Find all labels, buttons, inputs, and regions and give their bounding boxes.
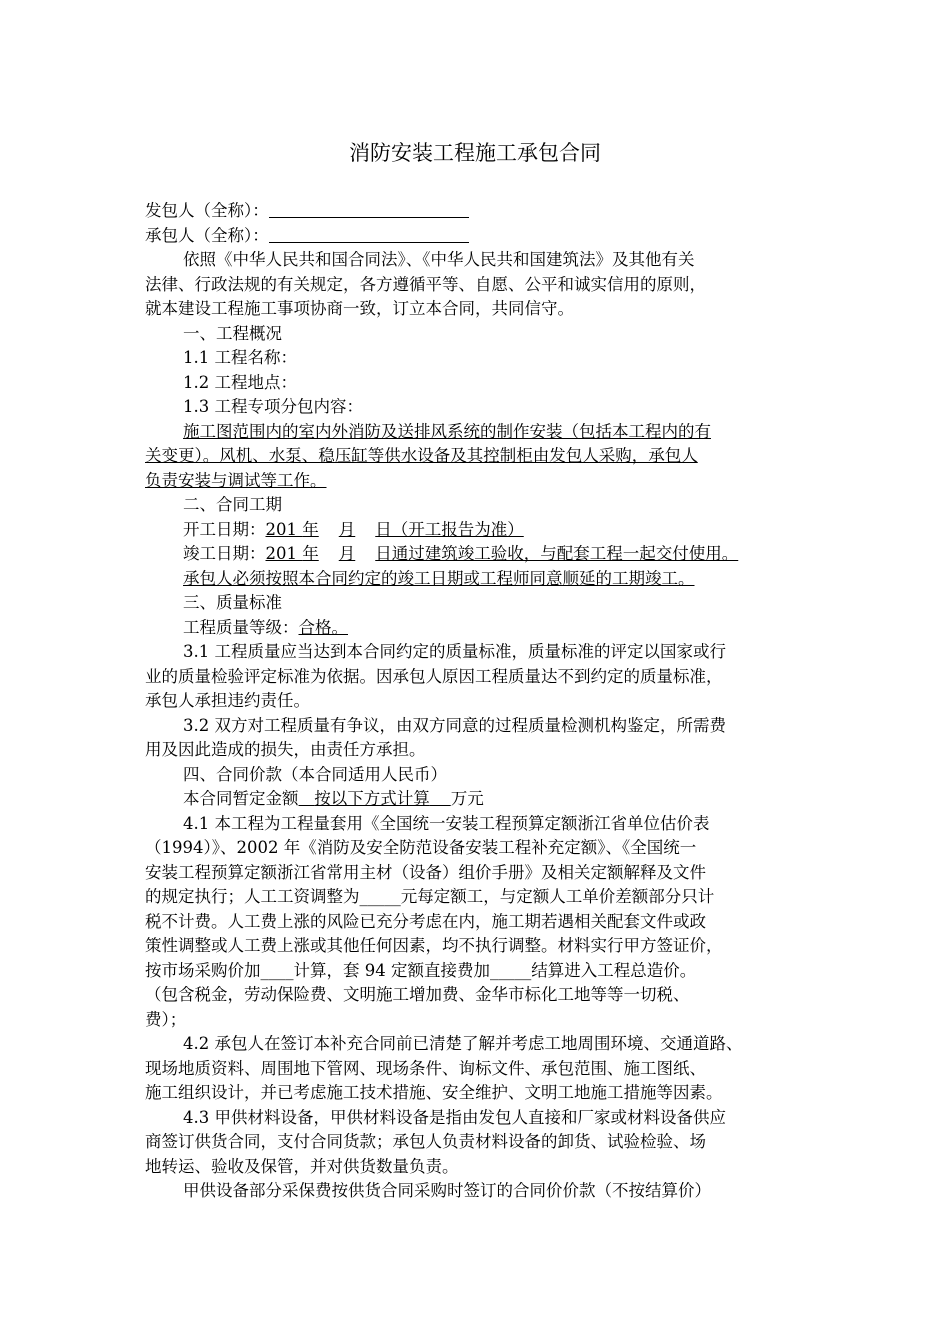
section-heading: 一、工程概况 xyxy=(183,323,282,343)
scope-line: 施工图范围内的室内外消防及送排风系统的制作安装（包括本工程内的有 xyxy=(183,421,711,441)
contractor-line xyxy=(145,224,815,249)
start-date-value: 201 年 月 日（开工报告为准） xyxy=(265,519,524,539)
paragraph-line: 4.3 甲供材料设备，甲供材料设备是指由发包人直接和厂家或材料设备供应 xyxy=(183,1107,726,1127)
paragraph-line: 税不计费。人工费上涨的风险已充分考虑在内，施工期若遇相关配套文件或政 xyxy=(145,911,706,931)
field-line: 1.2 工程地点： xyxy=(183,372,297,392)
paragraph-line: 甲供设备部分采保费按供货合同采购时签订的合同价价款（不按结算价） xyxy=(183,1181,711,1200)
paragraph-line: 施工组织设计，并已考虑施工技术措施、安全维护、文明工地施工措施等因素。 xyxy=(145,1083,723,1102)
paragraph-line: 费）； xyxy=(145,1009,187,1029)
contract-price-line: 本合同暂定金额 按以下方式计算 万元 xyxy=(183,789,484,808)
quality-level-line: 工程质量等级：合格。 xyxy=(183,617,348,637)
scope-line: 负责安装与调试等工作。 xyxy=(145,470,327,490)
employer-blank xyxy=(269,200,469,218)
paragraph-line: 现场地质资料、周围地下管网、现场条件、询标文件、承包范围、施工图纸、 xyxy=(145,1058,706,1078)
quality-level-value: 合格。 xyxy=(298,617,348,637)
start-date-line: 开工日期：201 年 月 日（开工报告为准） xyxy=(183,519,524,539)
paragraph-line: 承包人承担违约责任。 xyxy=(145,691,310,710)
paragraph-line: 3.1 工程质量应当达到本合同约定的质量标准，质量标准的评定以国家或行 xyxy=(183,642,726,661)
section-heading: 二、合同工期 xyxy=(183,495,282,514)
paragraph-line: 策性调整或人工费上涨或其他任何因素，均不执行调整。材料实行甲方签证价， xyxy=(145,936,723,955)
paragraph-line: 业的质量检验评定标准为依据。因承包人原因工程质量达不到约定的质量标准， xyxy=(145,666,723,686)
paragraph-line: 按市场采购价加____计算，套 94 定额直接费加_____结算进入工程总造价。 xyxy=(145,960,697,980)
field-line: 1.3 工程专项分包内容： xyxy=(183,397,363,416)
paragraph-line: 依照《中华人民共和国合同法》、《中华人民共和国建筑法》及其他有关 xyxy=(183,250,695,269)
end-date-line: 竣工日期：201 年 月 日通过建筑竣工验收，与配套工程一起交付使用。 xyxy=(183,544,739,563)
contractor-label: 承包人（全称）： xyxy=(145,225,269,245)
end-date-line-2: 承包人必须按照本合同约定的竣工日期或工程师同意顺延的工期竣工。 xyxy=(183,568,695,588)
contract-price-value: 按以下方式计算 xyxy=(314,789,430,808)
employer-label: 发包人（全称）： xyxy=(145,201,269,220)
section-heading: 四、合同价款（本合同适用人民币） xyxy=(183,764,447,784)
paragraph-line: 3.2 双方对工程质量有争议，由双方同意的过程质量检测机构鉴定，所需费 xyxy=(183,715,726,735)
paragraph-line: 安装工程预算定额浙江省常用主材（设备）组价手册》及相关定额解释及文件 xyxy=(145,862,706,882)
section-heading: 三、质量标准 xyxy=(183,593,282,612)
contract-body xyxy=(145,199,815,1204)
paragraph-line: （包含税金，劳动保险费、文明施工增加费、金华市标化工地等等一切税、 xyxy=(145,985,690,1004)
paragraph-line: （1994）》、2002 年《消防及安全防范设备安装工程补充定额》、《全国统一 xyxy=(145,838,697,857)
paragraph-line: 地转运、验收及保管，并对供货数量负责。 xyxy=(145,1156,459,1176)
field-line: 1.1 工程名称： xyxy=(183,348,297,367)
paragraph-line: 的规定执行；人工工资调整为_____元每定额工，与定额人工单价差额部分只计 xyxy=(145,887,715,906)
paragraph-line: 4.2 承包人在签订本补充合同前已清楚了解并考虑工地周围环境、交通道路、 xyxy=(183,1034,743,1053)
paragraph-line: 就本建设工程施工事项协商一致，订立本合同，共同信守。 xyxy=(145,299,574,318)
contractor-blank xyxy=(269,225,469,243)
scope-line: 关变更）。风机、水泵、稳压缸等供水设备及其控制柜由发包人采购，承包人 xyxy=(145,446,698,465)
paragraph-line: 商签订供货合同，支付合同货款；承包人负责材料设备的卸货、试验检验、场 xyxy=(145,1132,706,1151)
paragraph-line: 用及因此造成的损失，由责任方承担。 xyxy=(145,740,426,759)
end-date-value: 201 年 月 日通过建筑竣工验收，与配套工程一起交付使用。 xyxy=(265,544,739,563)
paragraph-line: 4.1 本工程为工程量套用《全国统一安装工程预算定额浙江省单位估价表 xyxy=(183,813,710,833)
paragraph-line: 法律、行政法规的有关规定，各方遵循平等、自愿、公平和诚实信用的原则， xyxy=(145,274,706,294)
employer-line xyxy=(145,199,815,224)
page-title: 消防安装工程施工承包合同 xyxy=(349,141,601,165)
